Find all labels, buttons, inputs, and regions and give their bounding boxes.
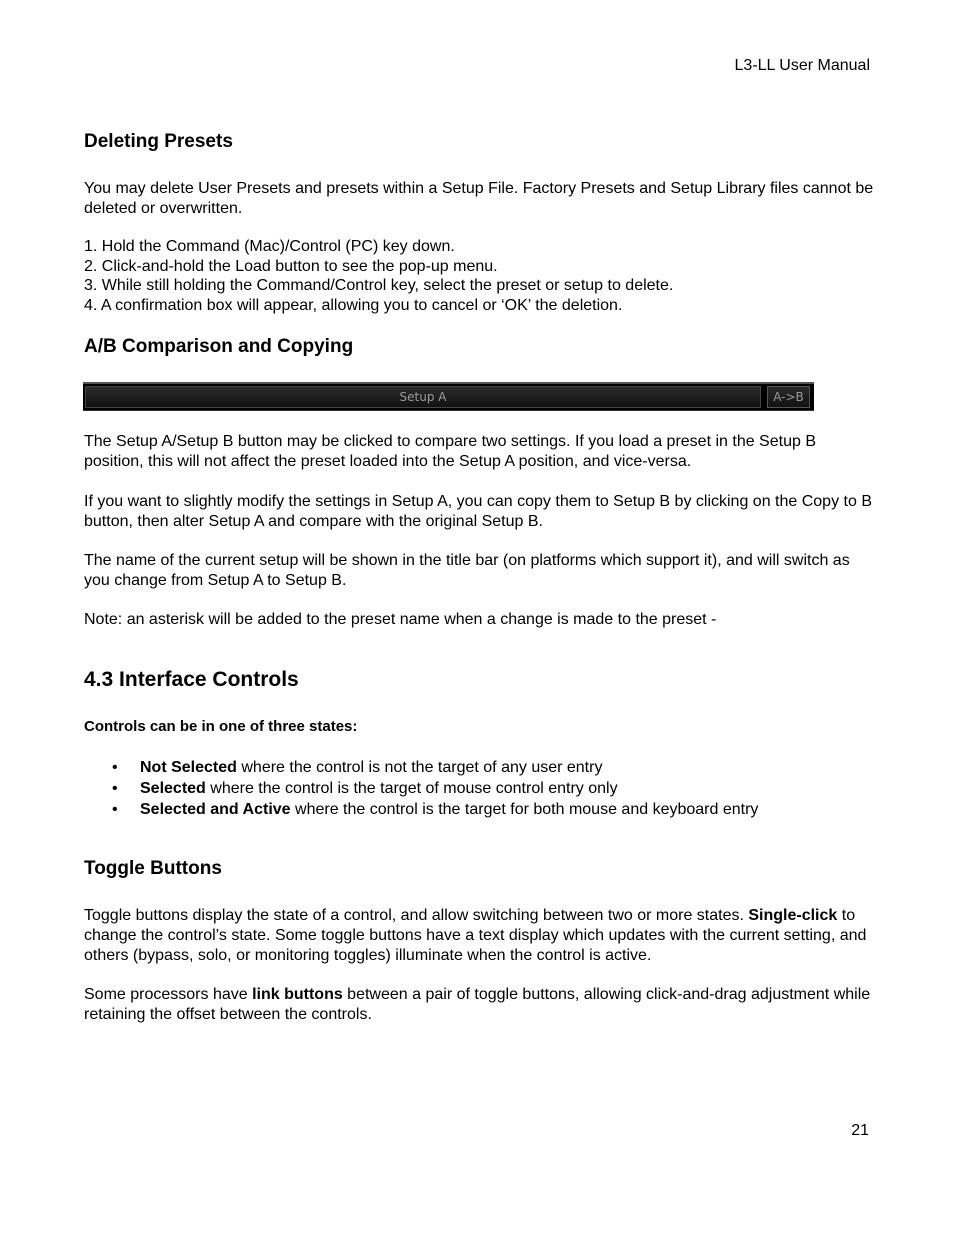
setup-ab-bar: [83, 382, 814, 411]
emphasis-text: link buttons: [252, 986, 343, 1003]
list-item: [112, 778, 758, 799]
list-item: [112, 799, 758, 820]
text-run: to change the control’s state. Some toggle buttons have a text display which updates with the current setting, and others (bypass, solo, or monitoring toggles) illuminate when the control is active.: [84, 907, 867, 964]
page-number: 21: [851, 1122, 869, 1139]
ab-note-paragraph: Note: an asterisk will be added to the preset name when a change is made to the preset -: [84, 611, 717, 628]
deleting-presets-heading: Deleting Presets: [84, 131, 233, 152]
ab-paragraph-3: The name of the current setup will be shown in the title bar (on platforms which support it), and will switch as you change from Setup A to Setup B.: [84, 552, 850, 589]
deleting-intro-paragraph: You may delete User Presets and presets within a Setup File. Factory Presets and Setup Library files cannot be deleted or overwritten.: [84, 180, 874, 217]
state-term: Selected: [140, 780, 206, 797]
list-item: [112, 757, 758, 778]
step-item: 2. Click-and-hold the Load button to see the pop-up menu.: [84, 257, 498, 275]
state-description: where the control is not the target of any user entry: [236, 759, 603, 776]
step-item: 1. Hold the Command (Mac)/Control (PC) key down.: [84, 238, 455, 255]
text-run: between a pair of toggle buttons, allowing click-and-drag adjustment while retaining the offset between the controls.: [84, 986, 871, 1023]
setup-ab-button[interactable]: Setup A: [85, 386, 761, 408]
copy-a-to-b-button[interactable]: A->B: [767, 386, 810, 408]
deleting-steps-list: [84, 237, 673, 316]
interface-controls-heading: 4.3 Interface Controls: [84, 668, 299, 691]
toggle-buttons-heading: Toggle Buttons: [84, 858, 222, 879]
control-states-heading: Controls can be in one of three states:: [84, 718, 358, 735]
toggle-paragraph-1: [84, 906, 874, 966]
step-item: 3. While still holding the Command/Control key, select the preset or setup to delete.: [84, 277, 674, 295]
ab-paragraph-1: The Setup A/Setup B button may be clicked to compare two settings. If you load a preset in the Setup B position, this will not affect the preset loaded into the Setup A position, and vice-versa.: [84, 433, 816, 470]
control-states-list: [112, 757, 758, 820]
ab-paragraph-2: If you want to slightly modify the settings in Setup A, you can copy them to Setup B by clicking on the Copy to B button, then alter Setup A and compare with the original Setup B.: [84, 493, 872, 530]
ab-comparison-heading: A/B Comparison and Copying: [84, 336, 354, 357]
state-description: where the control is the target for both mouse and keyboard entry: [290, 801, 759, 818]
running-header: L3-LL User Manual: [734, 57, 870, 74]
state-term: Not Selected: [140, 759, 237, 776]
step-item: 4. A confirmation box will appear, allowing you to cancel or ‘OK’ the deletion.: [84, 297, 623, 315]
state-description: where the control is the target of mouse control entry only: [205, 780, 618, 797]
text-run: Some processors have: [84, 986, 253, 1003]
text-run: Toggle buttons display the state of a control, and allow switching between two or more states.: [84, 907, 749, 924]
state-term: Selected and Active: [140, 801, 291, 818]
emphasis-text: Single-click: [748, 907, 838, 924]
toggle-paragraph-2: [84, 985, 874, 1025]
